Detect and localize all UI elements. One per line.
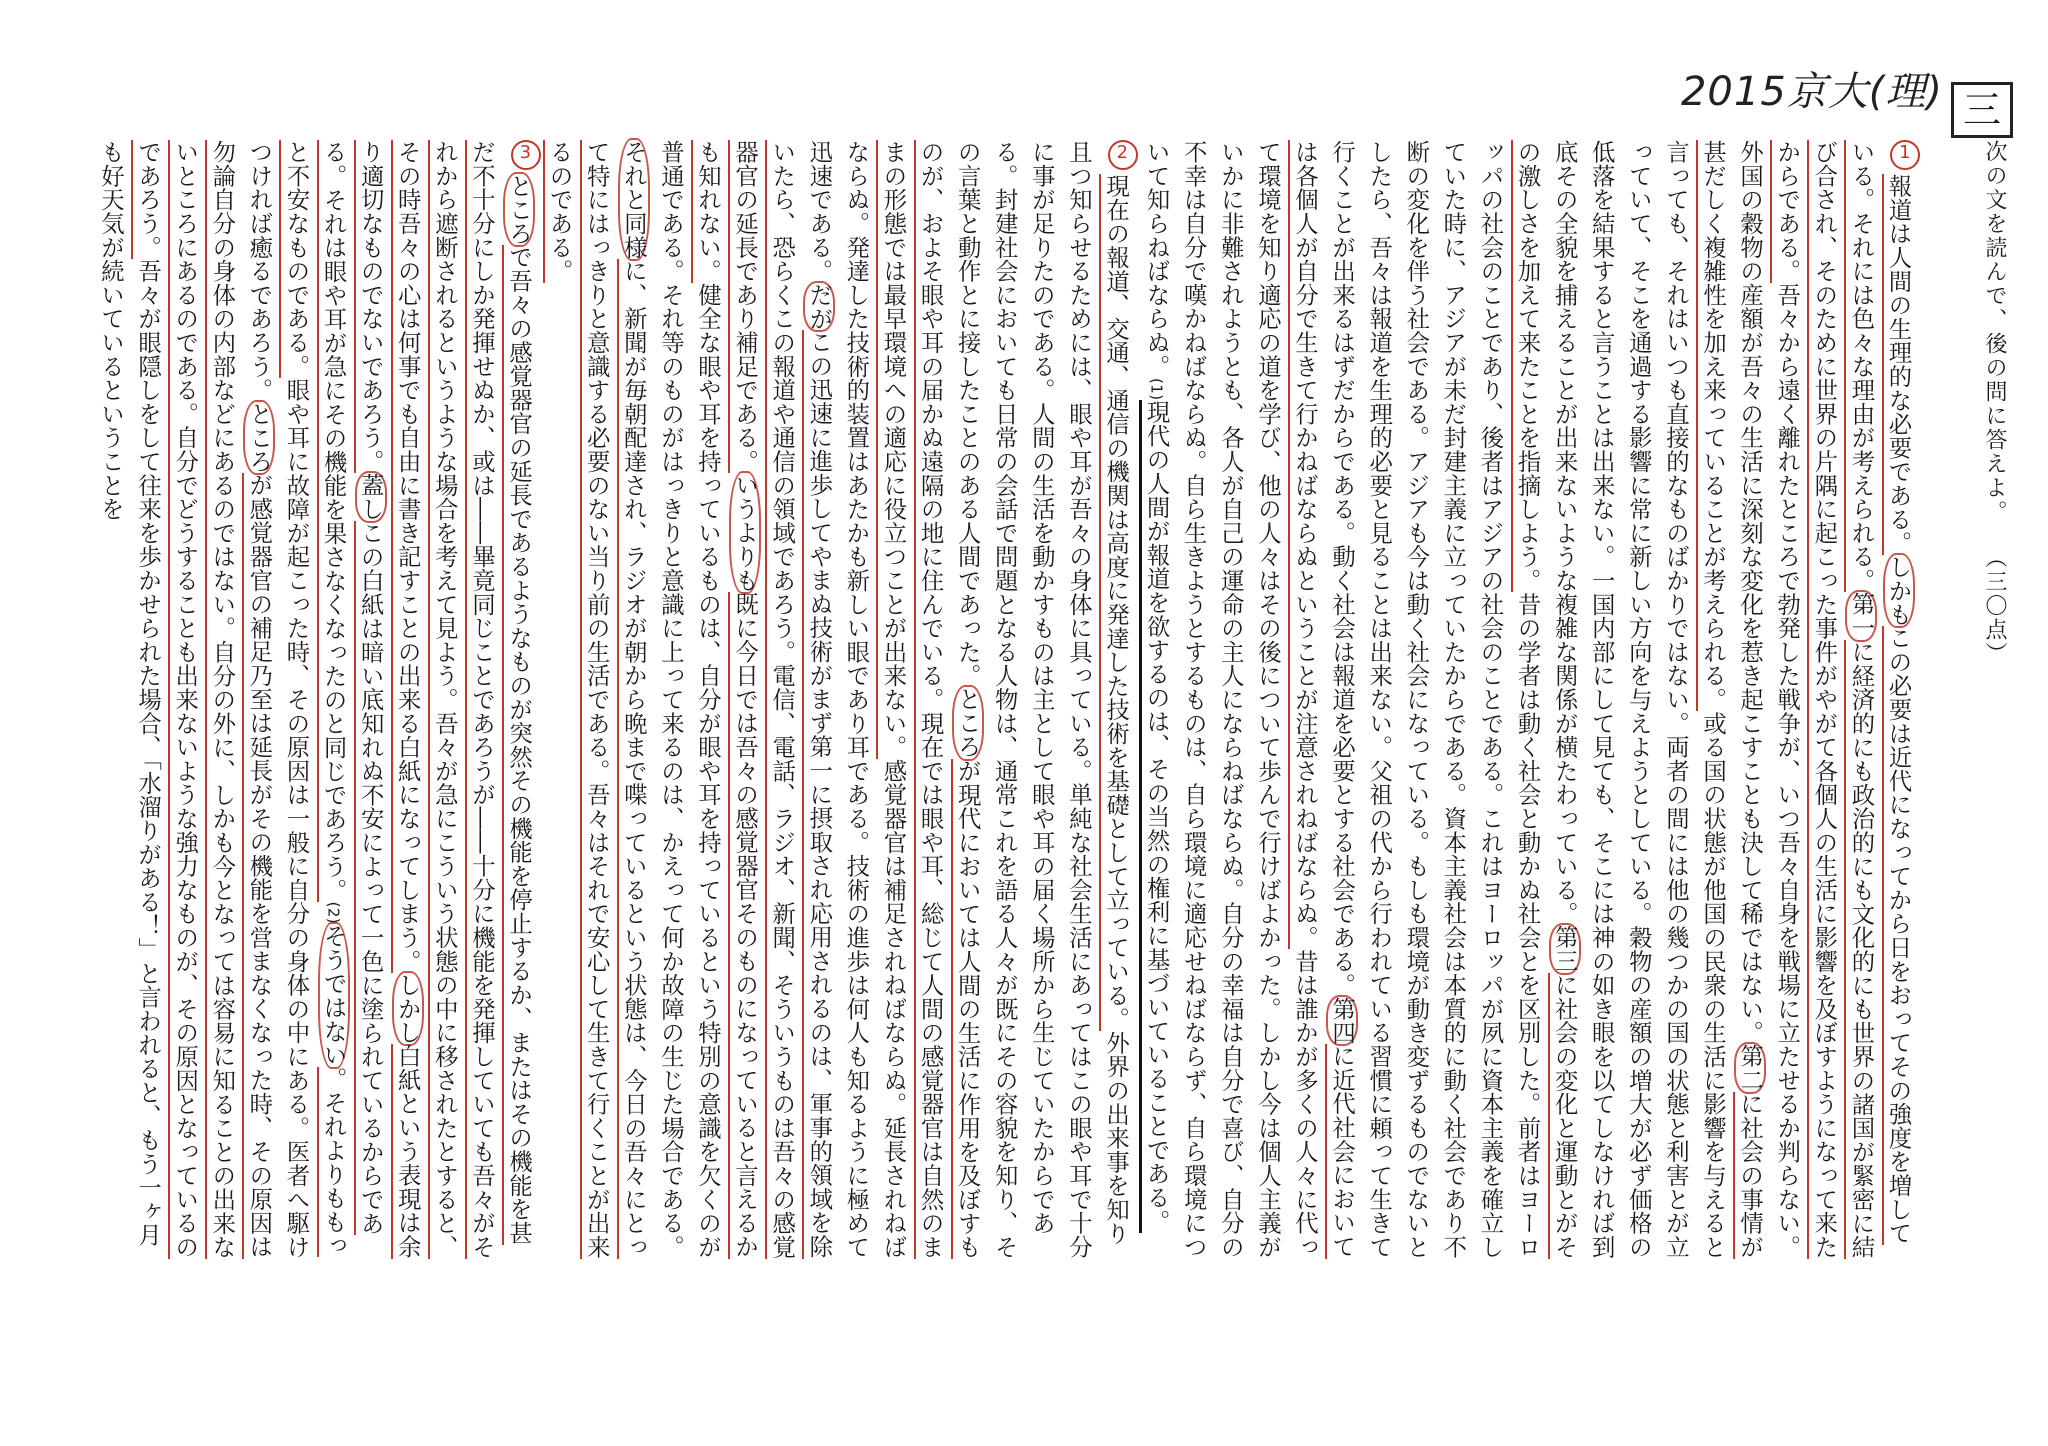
circled-word: だが <box>805 282 834 331</box>
underlined-text: に、新聞が毎朝配達され、ラジオが朝から晩まで喋っているという状態は、今日の吾々にとって特にはっきりと意識する必要のない当り前の生活である。吾々はそれで安心して生きて行くことが出来るのである。 <box>543 140 648 1259</box>
paragraph-number: 2 <box>1108 140 1138 170</box>
circled-word: ところ <box>953 687 982 759</box>
exam-label: 2015京大(理) <box>1680 69 1943 115</box>
underlined-text: が現代においては人間の生活に作用を及ぼすものが、およそ眼や耳の届かぬ遠隔の地に住んでいる。現在では眼や耳、総じて人間の感覚器官は自然のままの形態では最早環境への適応に役立つことが出来ない。 <box>876 140 981 1259</box>
underlined-text: に社会の事情が甚だしく複雑性を加え来っていることが考えられる。 <box>1696 140 1764 1259</box>
passage-text: 昔は誰かが多くの人々に代って環境を知り適応の道を学び、他の人々はその後について歩んで行けばよかった。しかし今は個人主義がいかに非難されようとも、各人が自己の運命の主人にならねばならぬ。自分の幸福は自分で喜び、自分の不幸は自分で嘆かねばならぬ。自ら生きようとするものは、自ら環境に適応せねばならず、自ら環境について知らねばならぬ。 <box>1142 140 1319 1259</box>
circled-word: いうよりも <box>731 473 760 593</box>
underlined-text: それは眼や耳が急にその機能を果さなくなったのと同じであろう。 <box>317 188 348 902</box>
circled-word: しかし <box>393 973 422 1045</box>
underlined-text: この白紙は暗い底知れぬ不安によって一色に塗られているからである。 <box>317 140 385 1235</box>
passage-text: 健全な眼や耳を持っているものは、自分が眼や耳を持っているという特別の意識を欠くのが普通である。それ等のものがはっきりと意識に上って来るのは、かえって何か故障の生じた場合である。 <box>656 140 722 1259</box>
passage-text: 或る国の状態が他国の民衆の生活に影響を与えると言っても、それはいつも直接的なものばかりではない。両者の間には他の幾つかの国の状態と利害とが立っていて、そこを通過する影響に常に新しい方向を与えようとしている。穀物の産額の増大が必ず価格の低落を結果すると言うことは出来ない。一国内部にして見ても、そこには神の如き眼を以てしなければ到底その全貌を捕えることが出来ないような複雑な関係が横たわっている。 <box>1550 140 1728 1259</box>
score-label: （三〇点） <box>1982 546 2007 666</box>
circled-word: 第一 <box>1847 592 1876 640</box>
underlined-text: 現代の人間が報道を欲するのは、その当然の権利に基づいていることである。 <box>1139 400 1171 1233</box>
paragraph <box>92 140 541 1265</box>
circled-word: 蓋し <box>356 473 385 521</box>
underlined-text: 自分の外に、しかも今となっては容易に知ることの出来ないところにあるのである。自分でどうすることも出来ないような強力なものが、その原因となっているのであろう。 <box>131 140 236 1259</box>
question-marker: (2) <box>324 901 343 925</box>
underlined-text: 報道は人間の生理的な必要である。 <box>1882 174 1913 555</box>
paragraph <box>1138 140 1920 1265</box>
circled-word: ところ <box>505 174 534 246</box>
passage-text: 外界の出来事を知り且つ知らせるためには、眼や耳が吾々の身体に具っている。単純な社会生活にあってはこの眼や耳で十分に事が足りたのである。人間の生活を動かすものは主として眼や耳の届く場所から生じていたからである。封建社会においても日常の会話で問題となる人物は、通常これを語る人々が既にその容貌を知り、その言葉と動作とに接したことのある人間であった。 <box>953 140 1131 1259</box>
underlined-text: で吾々の感覚器官の延長であるようなものが突然その機能を停止するか、またはその機能を甚だ不十分にしか発揮せぬか、或は――畢竟同じことであろうが――十分に機能を発揮していても吾々がそれから遮断されるというような場合を考えて見よう。吾々が急にこういう状態の中に移されたとすると、その時吾々の心は何事でも自由に書き記すことの出来る白紙になってしまう。 <box>391 140 533 1259</box>
passage-text: 眼や耳に故障が起こった時、その原因は一般に自分の身体の中にある。医者へ駆けつければ癒るであろう。 <box>245 140 311 1259</box>
circled-word: しかも <box>1884 554 1913 627</box>
underlined-text: 既に今日では吾々の感覚器官そのものになっていると言えるかも知れない。 <box>691 140 759 1259</box>
underlined-text: 。それよりももっと不安なものである。 <box>279 140 347 1257</box>
circled-word: そうではない <box>319 924 348 1067</box>
circled-word: 第二 <box>1736 1044 1765 1093</box>
circled-word: ところ <box>245 401 274 474</box>
paragraph-number: 1 <box>1890 140 1920 170</box>
underlined-text: が感覚器官の補足乃至は延長がその機能を営まなくなった時、その原因は勿論自分の身体の内部などにあるのではない。 <box>205 140 273 1259</box>
instruction-text: 次の文を読んで、後の問に答えよ。 <box>1982 140 2007 524</box>
section-number: 三 <box>1951 82 2013 138</box>
circled-word: 第三 <box>1550 925 1579 974</box>
underlined-text: 白紙という表現は余り適切なものでないであろう。 <box>354 140 422 1259</box>
underlined-text: この必要は近代になってから日をおってその強度を増している。それには色々な理由が考えられる。 <box>1844 140 1912 1245</box>
paragraph <box>541 140 1138 1265</box>
passage-text: 昔の学者は動く社会と動かぬ社会とを区別した。前者はヨーロッパの社会のことであり、後者はアジアの社会のことである。これはヨーロッパが夙に資本主義を確立していた時に、アジアが未だ封建主義に立っていたからである。資本主義社会は本質的に動く社会であり不断の変化を伴う社会である。アジアも今は動く社会になっている。もしも環境が動き変ずるものでないとしたら、吾々は報道を生理的必要と見ることは出来ない。父祖の代から行われている習慣に頼って生きて行くことが出来るはずだからである。動く社会は報道を必要とする社会である。 <box>1328 140 1542 1259</box>
underlined-text: この迅速に進歩してやまぬ技術がまず第一に摂取され応用されるのは、軍事的領域を除いたら、恐らくこの報道や通信の領域であろう。電信、電話、ラジオ、新聞、そういうものは吾々の感覚器官の延長であり補足である。 <box>728 140 833 1259</box>
passage-text: 感覚器官は補足されねばならぬ。延長されねばならぬ。発達した技術的装置はあたかも新しい眼であり耳である。技術の進歩は何人も知るように極めて迅速である。 <box>805 140 908 1259</box>
paragraph-number: 3 <box>511 140 541 170</box>
instruction-line <box>1979 140 2008 740</box>
underlined-text: に近代社会においては各個人が自分で生きて行かねばならぬということが注意されねばならぬ。 <box>1288 140 1356 1259</box>
circled-word: 第四 <box>1328 996 1357 1045</box>
underlined-text: に社会の変化と運動とがその激しさを加えて来たことを指摘しよう。 <box>1511 140 1579 1259</box>
passage-text: 吾々から遠く離れたところで勃発した戦争が、いつ吾々自身を戦場に立たせるか判らない。外国の穀物の産額が吾々の生活に深刻な変化を惹き起こすことも決して稀ではない。 <box>1736 140 1802 1259</box>
underlined-text: 現在の報道、交通、通信の機関は高度に発達した技術を基礎として立っている。 <box>1099 174 1130 1031</box>
passage-text: 吾々が眼隠しをして往来を歩かせられた場合、「水溜りがある！」と言われると、もう一ヶ月も好天気が続いているということを <box>97 140 163 1247</box>
underlined-text: に経済的にも政治的にも文化的にも世界の諸国が緊密に結び合され、そのために世界の片隅に起こった事件がやがて各個人の生活に影響を及ぼすようになって来たからである。 <box>1770 140 1875 1259</box>
question-marker: (1) <box>1147 378 1166 401</box>
circled-word: それと同様 <box>619 140 648 259</box>
passage-body <box>97 140 1920 1265</box>
